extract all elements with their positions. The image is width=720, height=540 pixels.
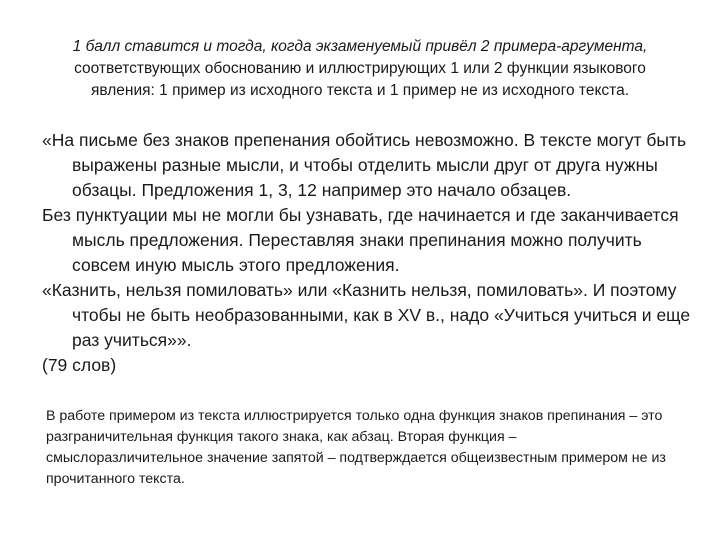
essay-paragraph-3: «Казнить, нельзя помиловать» или «Казнить нельзя, помиловать». И поэтому чтобы не быть необразованными, как в XV в., надо «Учиться учиться и еще раз учиться»». [42, 280, 691, 350]
criteria-header [30, 36, 690, 102]
criteria-header-line-2: соответствующих обоснованию и иллюстрирующих 1 или 2 функции языкового [74, 60, 646, 77]
essay-paragraph-1: «На письме без знаков препенания обойтись невозможно. В тексте могут быть выражены разные мысли, и чтобы отделить мысли друг от друга нужны обзацы. Предложения 1, 3, 12 например это начало обзацев. [42, 130, 687, 200]
evaluation-note: В работе примером из текста иллюстрируется только одна функция знаков препинания – это разграничительная функция такого знака, как абзац. Вторая функция – смыслоразличительное значение запятой – подтверждается общеизвестным примером не из прочитанного текста. [46, 408, 666, 487]
student-essay [42, 128, 692, 378]
criteria-header-line-3: явления: 1 пример из исходного текста и 1 пример не из исходного текста. [90, 82, 630, 99]
criteria-header-line-1: 1 балл ставится и тогда, когда экзаменуемый привёл 2 примера-аргумента, [72, 38, 648, 55]
word-count: (79 слов) [42, 355, 117, 375]
essay-paragraph-2: Без пунктуации мы не могли бы узнавать, где начинается и где заканчивается мысль предложения. Переставляя знаки препинания можно получить совсем иную мысль этого предложения. [42, 205, 679, 275]
